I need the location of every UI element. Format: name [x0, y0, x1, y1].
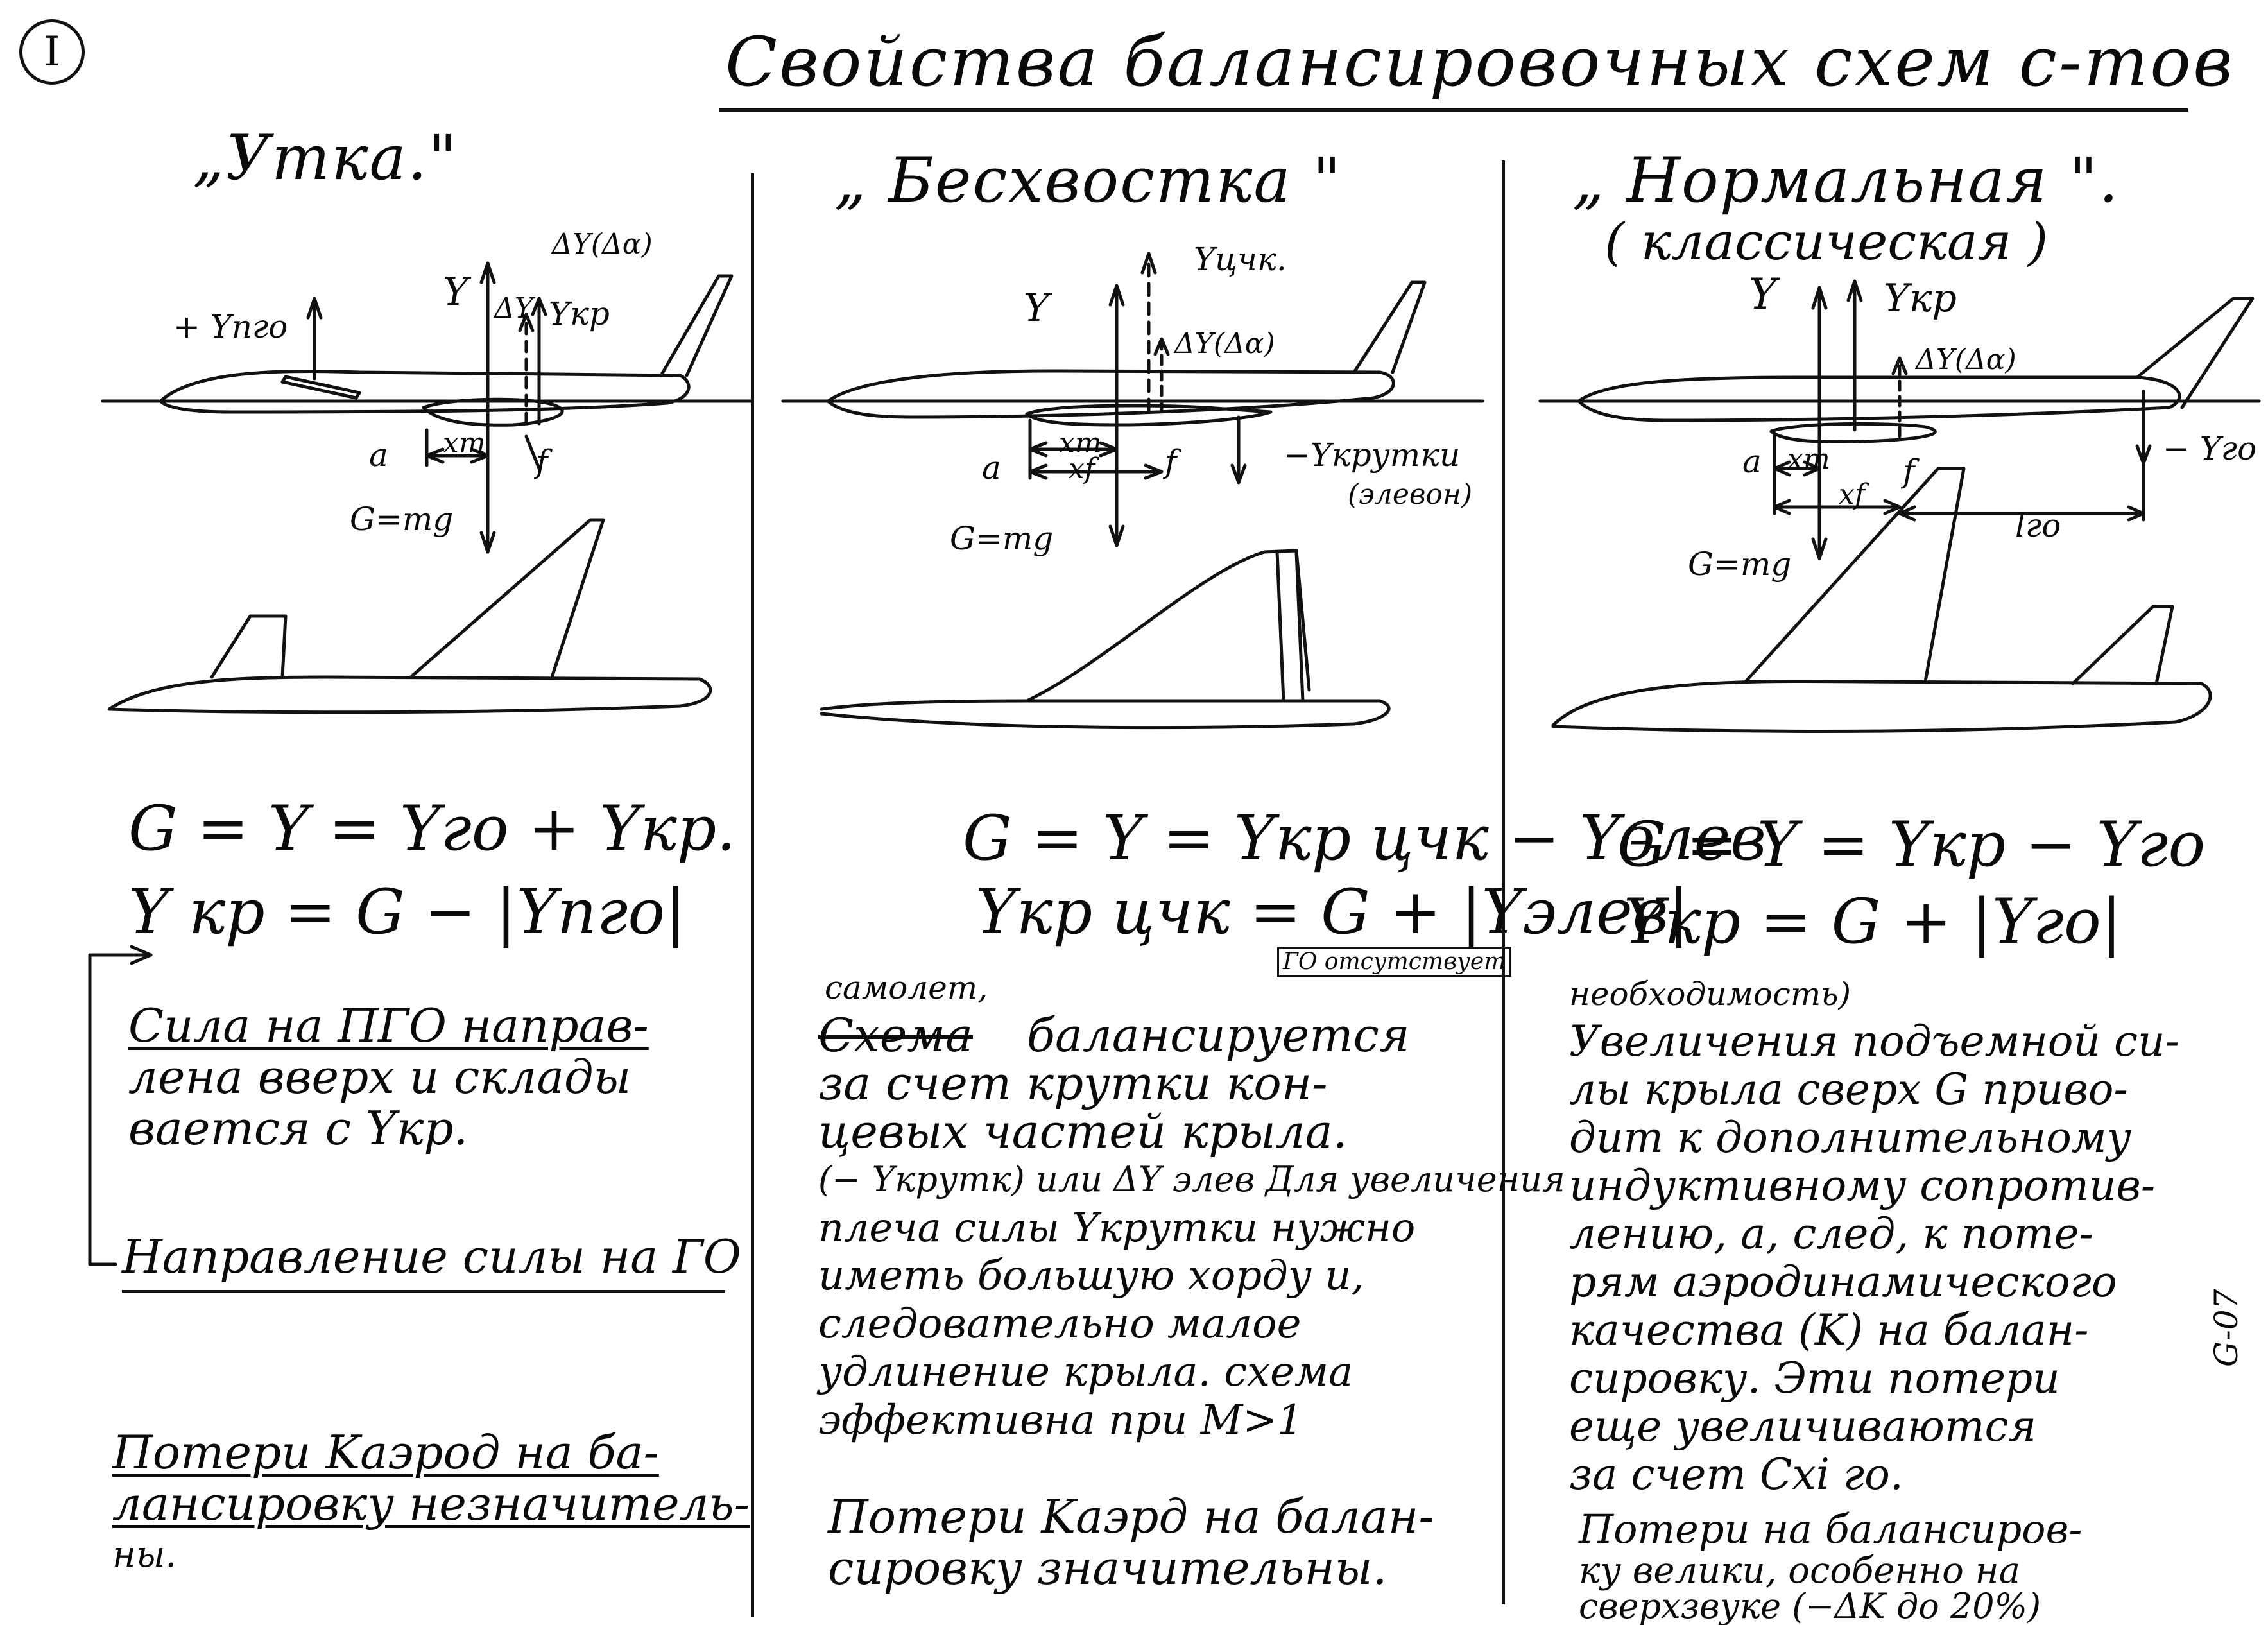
- col1-equation-2: Y кр = G − |Yпго|: [128, 876, 686, 948]
- col2-text-1-line-3: цевых частей крыла.: [818, 1105, 1348, 1158]
- col3-label-lgo: lго: [2015, 507, 2061, 544]
- col3-text-1-line-7: качества (K) на балан-: [1569, 1305, 2089, 1355]
- col2-text-struck: Схема: [818, 1008, 973, 1062]
- col1-text-1-line-3: вается с Yкр.: [128, 1101, 468, 1155]
- col3-text-1-line-5: лению, а, след, к поте-: [1569, 1209, 2093, 1259]
- col3-text-1-line-9: еще увеличиваются: [1569, 1402, 2037, 1451]
- title-underline: [719, 108, 2188, 112]
- col1-label-g: G=mg: [350, 501, 454, 538]
- col1-label-f: f: [536, 443, 548, 480]
- col1-equation-1: G = Y = Yго + Yкр.: [128, 793, 736, 864]
- col2-tailless-side-view: [783, 244, 1489, 565]
- col2-label-xt: xт: [1059, 427, 1102, 460]
- col2-text-1-line-6: иметь большую хорду и,: [818, 1252, 1364, 1300]
- col3-label-f: f: [1903, 452, 1915, 490]
- col3-equation-1: G = Y = Yкр − Yго: [1617, 809, 2206, 881]
- col2-heading: „ Бесхвостка ": [834, 144, 1343, 216]
- col2-label-g: G=mg: [950, 520, 1054, 557]
- col3-label-dy-da: ΔY(Δα): [1916, 343, 2016, 376]
- col2-text-3-line-1: Потери Kаэрд на балан-: [828, 1490, 1434, 1543]
- col2-text-1-line-8: удлинение крыла. схема: [818, 1348, 1353, 1396]
- page-number: I: [19, 19, 85, 85]
- col3-need-word: необходимость): [1569, 976, 1851, 1013]
- col3-subheading: ( классическая ): [1604, 212, 2049, 271]
- col3-label-xt: xт: [1787, 443, 1830, 476]
- col1-text-3-line-2: лансировку незначитель-: [112, 1477, 750, 1531]
- col2-go-absent: ГО отсутствует: [1277, 947, 1511, 977]
- side-mark: G-07: [2208, 1289, 2245, 1367]
- col3-text-1-line-8: сировку. Эти потери: [1569, 1354, 2060, 1403]
- col2-text-1-line-1: балансируется: [1027, 1008, 1410, 1062]
- col2-text-1-line-2: за счет крутки кон-: [818, 1056, 1328, 1110]
- col3-text-1-line-4: индуктивному сопротив-: [1569, 1161, 2156, 1210]
- col2-label-y: Y: [1024, 286, 1049, 331]
- col3-heading: „ Нормальная ".: [1572, 144, 2120, 216]
- col1-text-3-line-1: Потери Kаэрод на ба-: [112, 1425, 659, 1479]
- col2-tailless-lower-sketch: [815, 533, 1489, 738]
- page-title: Свойства балансировочных схем с-тов: [725, 22, 2235, 101]
- col3-label-a: a: [1742, 443, 1762, 480]
- col3-text-1-line-1: Увеличения подъемной си-: [1569, 1017, 2179, 1066]
- col1-text-3-line-3: ны.: [112, 1534, 177, 1576]
- col3-text-1-line-10: за счет Cxi го.: [1569, 1450, 1903, 1499]
- col1-label-dy: ΔY: [494, 292, 533, 325]
- col3-label-xf: xf: [1839, 478, 1866, 511]
- col3-text-3-line-1: Потери на балансиров-: [1579, 1506, 2083, 1552]
- col2-text-1-line-7: следовательно малое: [818, 1300, 1302, 1348]
- col3-label-g: G=mg: [1688, 546, 1792, 583]
- col1-label-a: a: [369, 436, 388, 474]
- col1-label-ypgo: + Yпго: [173, 308, 288, 345]
- col3-label-y: Y: [1749, 270, 1777, 319]
- col3-label-ykr: Yкр: [1884, 276, 1957, 321]
- col2-plane-word: самолет,: [825, 969, 988, 1006]
- col2-text-3-line-2: сировку значительны.: [828, 1541, 1387, 1595]
- col2-label-xf: xf: [1069, 452, 1095, 485]
- col1-label-xt: xт: [443, 427, 486, 460]
- col3-equation-2: Yкр = G + |Yго|: [1624, 886, 2122, 958]
- col2-equation-1: G = Y = Yкр цчк − Yэлев: [963, 802, 1767, 874]
- col3-label-ygo: − Yго: [2163, 430, 2257, 467]
- col1-label-dy-da: ΔY(Δα): [552, 228, 653, 261]
- col1-text-2-underline: [122, 1290, 725, 1293]
- col2-label-a: a: [982, 449, 1001, 486]
- col1-label-ykr: Yкр: [549, 295, 610, 332]
- col2-text-1-line-4: (− Yкрутк) или ΔY элев Для увеличения: [818, 1159, 1565, 1199]
- col3-conventional-lower-sketch: [1540, 462, 2265, 744]
- col2-text-1-line-9: эффективна при M>1: [818, 1397, 1303, 1444]
- col1-text-2: Направление силы на ГО: [122, 1230, 741, 1284]
- col2-equation-2: Yкр цчк = G + |Yэлев|: [975, 876, 1689, 948]
- col2-label-ykrutki: −Yкрутки: [1284, 436, 1461, 474]
- col3-text-1-line-6: рям аэродинамического: [1569, 1257, 2117, 1307]
- col1-heading: „Утка.": [193, 122, 458, 194]
- col2-text-1-line-5: плеча силы Yкрутки нужно: [818, 1204, 1416, 1251]
- col1-canard-lower-sketch: [103, 513, 744, 719]
- col2-label-dy-da: ΔY(Δα): [1174, 327, 1275, 360]
- col1-text-1-line-2: лена вверх и склады: [128, 1050, 631, 1104]
- col3-text-1-line-3: дит к дополнительному: [1569, 1113, 2131, 1162]
- col2-label-ytsk: Yцчк.: [1194, 241, 1287, 278]
- col3-text-3-line-3: сверхзвуке (−ΔK до 20%): [1579, 1586, 2041, 1625]
- col2-label-f: f: [1165, 443, 1177, 480]
- col3-text-1-line-2: лы крыла сверх G приво-: [1569, 1065, 2128, 1114]
- col2-label-elevon: (элевон): [1348, 478, 1473, 511]
- col1-label-y: Y: [443, 270, 468, 314]
- col1-text-1-line-1: Сила на ПГО направ-: [128, 999, 649, 1053]
- col3-text-3-line-2: ку велики, особенно на: [1579, 1550, 2020, 1592]
